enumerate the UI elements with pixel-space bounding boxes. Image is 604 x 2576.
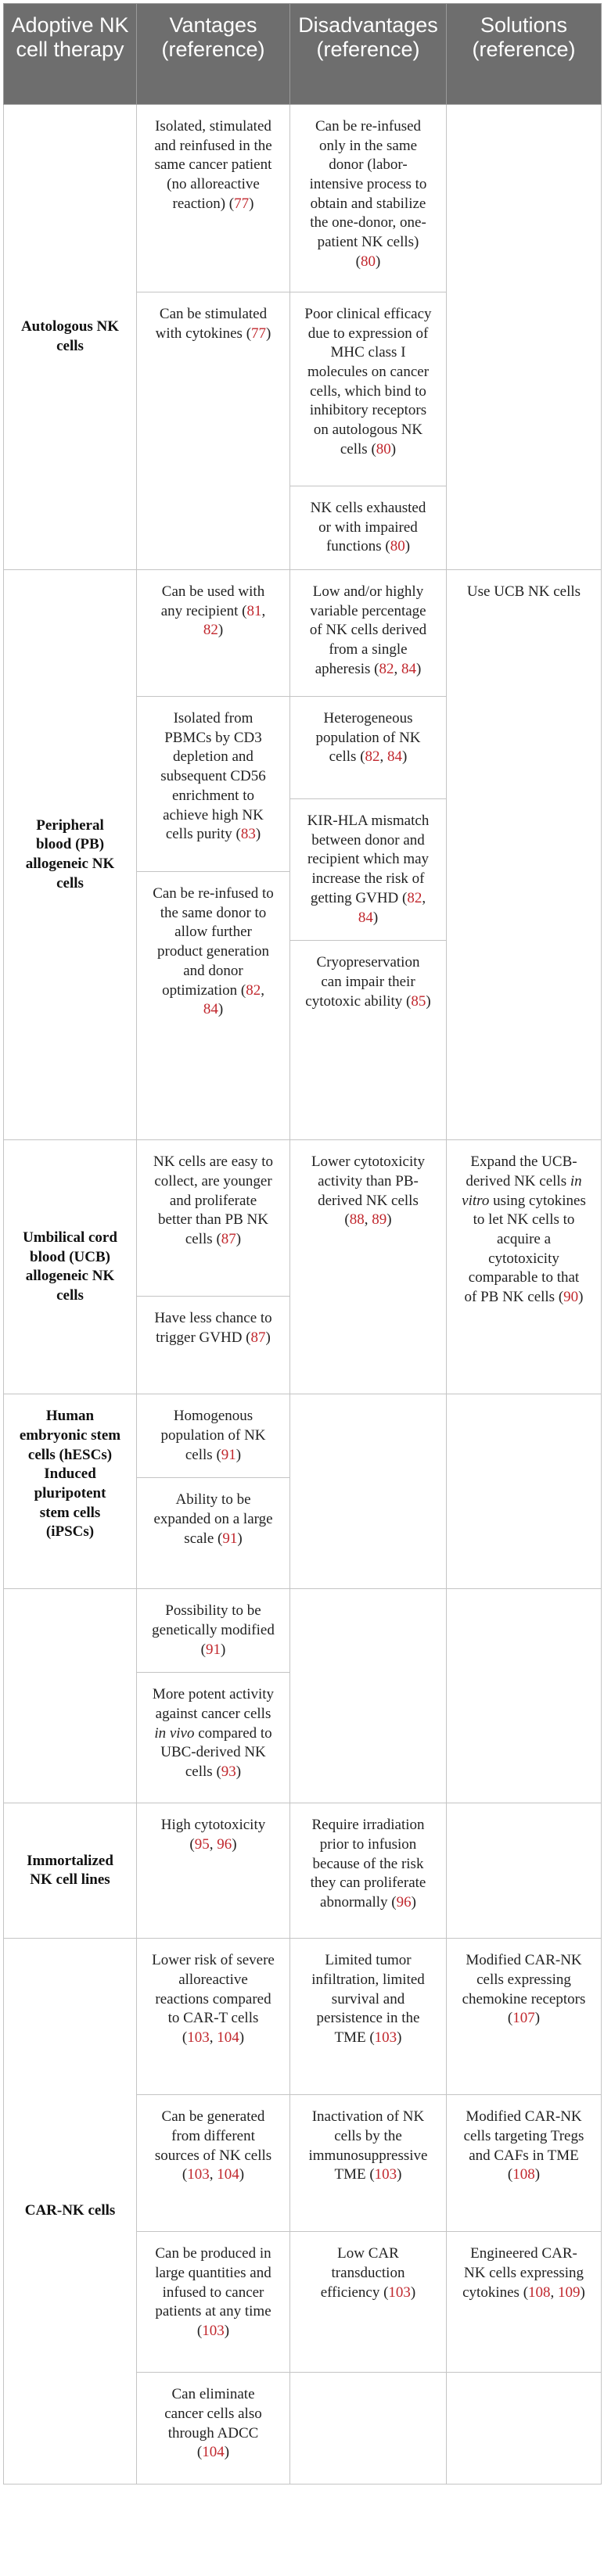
reference-link[interactable]: 109 — [558, 2284, 581, 2301]
reference-link[interactable]: 84 — [387, 748, 403, 766]
reference-link[interactable]: 82 — [365, 748, 380, 766]
reference-link[interactable]: 104 — [202, 2444, 225, 2461]
group-autologous: Autologous NK cells — [4, 105, 137, 570]
header-vantages: Vantages (reference) — [137, 4, 290, 105]
reference-link[interactable]: 103 — [374, 2166, 397, 2183]
cell: Low and/or highly variable percentage of NK cells derived from a single apheresis (82, 84) — [290, 570, 447, 697]
empty-cell — [4, 1589, 137, 1803]
reference-link[interactable]: 80 — [376, 440, 391, 457]
cell: Modified CAR-NK cells targeting Tregs and CAFs in TME (108) — [447, 2095, 602, 2232]
cell: Low CAR transduction efficiency (103) — [290, 2232, 447, 2373]
cell: Poor clinical efficacy due to expression of MHC class I molecules on cancer cells, which bind to inhibitory receptors on autologous NK cells (80) — [290, 292, 447, 486]
reference-link[interactable]: 84 — [358, 909, 373, 926]
reference-link[interactable]: 104 — [217, 2166, 239, 2183]
cell: Lower cytotoxicity activity than PB-derived NK cells (88, 89) — [290, 1140, 447, 1394]
empty-cell — [447, 1803, 602, 1939]
reference-link[interactable]: 80 — [390, 538, 405, 555]
reference-link[interactable]: 91 — [222, 1530, 238, 1547]
reference-link[interactable]: 77 — [251, 325, 267, 342]
reference-link[interactable]: 96 — [217, 1836, 232, 1853]
reference-link[interactable]: 82 — [407, 889, 422, 906]
reference-link[interactable]: 90 — [563, 1289, 579, 1305]
reference-link[interactable]: 103 — [202, 2323, 225, 2340]
cell: Modified CAR-NK cells expressing chemokine receptors (107) — [447, 1939, 602, 2095]
reference-link[interactable]: 91 — [206, 1641, 221, 1658]
group-peripheral-blood: Peripheral blood (PB) allogeneic NK cells — [4, 570, 137, 1140]
cell: Can be re-infused only in the same donor (labor-intensive process to obtain and stabilize the one-donor, one-patient NK cells) (80) — [290, 105, 447, 292]
reference-link[interactable]: 108 — [512, 2166, 535, 2183]
group-immortalized: Immortalized NK cell lines — [4, 1803, 137, 1939]
reference-link[interactable]: 87 — [250, 1329, 266, 1346]
cell: More potent activity against cancer cells in vivo compared to UBC-derived NK cells (93) — [137, 1673, 290, 1803]
reference-link[interactable]: 103 — [187, 2166, 210, 2183]
cell: Use UCB NK cells — [447, 570, 602, 1140]
table-row — [4, 1803, 602, 1939]
header-therapy: Adoptive NK cell therapy — [4, 4, 137, 105]
reference-link[interactable]: 84 — [203, 1001, 218, 1018]
table-row — [4, 1589, 602, 1673]
reference-link[interactable]: 93 — [221, 1763, 236, 1781]
empty-cell — [447, 105, 602, 570]
cell: Heterogeneous population of NK cells (82, 84) — [290, 697, 447, 799]
cell: Cryopreservation can impair their cytotoxic ability (85) — [290, 941, 447, 1140]
cell: Limited tumor infiltration, limited survival and persistence in the TME (103) — [290, 1939, 447, 2095]
empty-cell — [447, 1394, 602, 1589]
cell: Lower risk of severe alloreactive reactions compared to CAR-T cells (103, 104) — [137, 1939, 290, 2095]
reference-link[interactable]: 89 — [372, 1211, 387, 1229]
reference-link[interactable]: 87 — [221, 1230, 236, 1247]
reference-link[interactable]: 77 — [234, 195, 250, 212]
table-row — [4, 1140, 602, 1297]
header-row — [4, 4, 602, 105]
cell: Isolated from PBMCs by CD3 depletion and subsequent CD56 enrichment to achieve high NK cells purity (83) — [137, 697, 290, 872]
table-row — [4, 105, 602, 292]
group-car-nk: CAR-NK cells — [4, 1939, 137, 2485]
header-solutions: Solutions (reference) — [447, 4, 602, 105]
cell: Engineered CAR-NK cells expressing cytokines (108, 109) — [447, 2232, 602, 2373]
empty-cell — [447, 2373, 602, 2485]
cell: Can be used with any recipient (81, 82) — [137, 570, 290, 697]
reference-link[interactable]: 82 — [203, 622, 218, 639]
group-stem-cells: Human embryonic stem cells (hESCs) Induced pluripotent stem cells (iPSCs) — [4, 1394, 137, 1589]
cell: Can be produced in large quantities and infused to cancer patients at any time (103) — [137, 2232, 290, 2373]
reference-link[interactable]: 95 — [194, 1836, 210, 1853]
reference-link[interactable]: 108 — [528, 2284, 551, 2301]
reference-link[interactable]: 85 — [411, 992, 426, 1010]
cell: Can be generated from different sources of NK cells (103, 104) — [137, 2095, 290, 2232]
reference-link[interactable]: 81 — [246, 602, 262, 619]
cell: Possibility to be genetically modified (91) — [137, 1589, 290, 1673]
cell: Isolated, stimulated and reinfused in the same cancer patient (no alloreactive reaction) (77) — [137, 105, 290, 292]
table-row — [4, 570, 602, 697]
reference-link[interactable]: 84 — [401, 660, 416, 677]
reference-link[interactable]: 82 — [246, 981, 261, 999]
reference-link[interactable]: 82 — [379, 660, 394, 677]
cell: Have less chance to trigger GVHD (87) — [137, 1297, 290, 1394]
reference-link[interactable]: 83 — [240, 826, 256, 843]
reference-link[interactable]: 103 — [374, 2029, 397, 2047]
cell: Can be re-infused to the same donor to allow further product generation and donor optimization (82, 84) — [137, 872, 290, 1140]
reference-link[interactable]: 88 — [349, 1211, 365, 1229]
group-umbilical-cord-blood: Umbilical cord blood (UCB) allogeneic NK cells — [4, 1140, 137, 1394]
cell: NK cells are easy to collect, are younger and proliferate better than PB NK cells (87) — [137, 1140, 290, 1297]
header-disadvantages: Disadvantages (reference) — [290, 4, 447, 105]
cell: Expand the UCB-derived NK cells in vitro using cytokines to let NK cells to acquire a cytotoxicity comparable to that of PB NK cells (90) — [447, 1140, 602, 1394]
empty-cell — [447, 1589, 602, 1803]
empty-cell — [290, 1394, 447, 1589]
cell: Can eliminate cancer cells also through ADCC (104) — [137, 2373, 290, 2485]
table-row — [4, 1394, 602, 1478]
cell: NK cells exhausted or with impaired functions (80) — [290, 486, 447, 570]
reference-link[interactable]: 91 — [221, 1446, 236, 1463]
nk-cell-therapy-table — [3, 3, 602, 2485]
cell: High cytotoxicity (95, 96) — [137, 1803, 290, 1939]
empty-cell — [290, 1589, 447, 1803]
cell: Require irradiation prior to infusion because of the risk they can proliferate abnormally (96) — [290, 1803, 447, 1939]
reference-link[interactable]: 80 — [361, 253, 376, 270]
cell: Can be stimulated with cytokines (77) — [137, 292, 290, 570]
cell: Inactivation of NK cells by the immunosuppressive TME (103) — [290, 2095, 447, 2232]
cell: Ability to be expanded on a large scale (91) — [137, 1478, 290, 1589]
reference-link[interactable]: 104 — [217, 2029, 239, 2047]
table-row — [4, 1939, 602, 2095]
reference-link[interactable]: 107 — [512, 2010, 535, 2027]
reference-link[interactable]: 103 — [187, 2029, 210, 2047]
empty-cell — [290, 2373, 447, 2485]
reference-link[interactable]: 103 — [388, 2284, 411, 2301]
cell: KIR-HLA mismatch between donor and recipient which may increase the risk of getting GVHD (82, 84) — [290, 799, 447, 941]
reference-link[interactable]: 96 — [396, 1894, 412, 1911]
cell: Homogenous population of NK cells (91) — [137, 1394, 290, 1478]
